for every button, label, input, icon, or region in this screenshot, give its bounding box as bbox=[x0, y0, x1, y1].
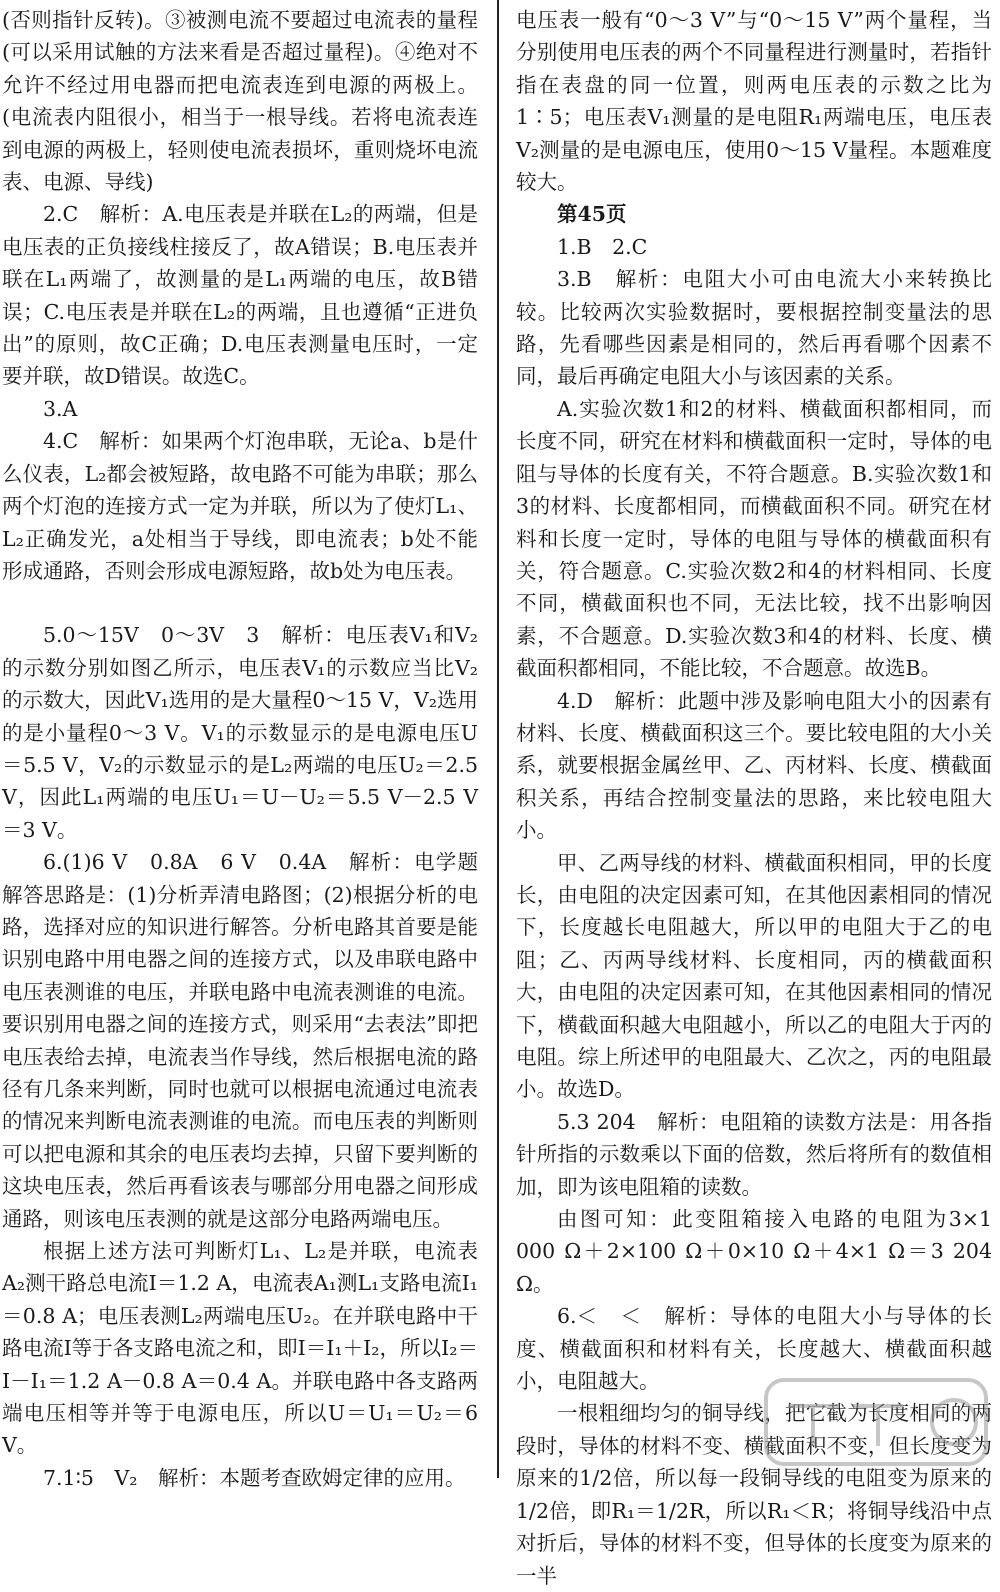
watermark-logo bbox=[758, 1366, 994, 1476]
answer-4-p45: 4.D 解析：此题中涉及影响电阻大小的因素有材料、长度、横截面积这三个。要比较电阻的大小关系，就要根据金属丝甲、乙、丙材料、长度、横截面积关系，再结合控制变量法的思路，来比较电阻大小。 bbox=[516, 688, 992, 843]
answer-5-p45: 5.3 204 解析：电阻箱的读数方法是：用各指针所指的示数乘以下面的倍数，然后将所有的数值相加，即为该电阻箱的读数。 bbox=[516, 1109, 992, 1199]
answer-6-explanation: 一根粗细均匀的铜导线，把它截为长度相同的两段时，导体的材料不变、横截面积不变，但长度变为原来的1/2倍，所以每一段铜导线的电阻变为原来的1/2倍，即R₁＝1/2R，所以R₁＜R；将铜导线沿中点对折后，导体的材料不变，但导体的长度变为原来的一半 bbox=[516, 1401, 992, 1588]
answer-7: 7.1∶5 V₂ 解析：本题考查欧姆定律的应用。 bbox=[43, 1465, 466, 1490]
answer-3-options: A.实验次数1和2的材料、横截面积都相同，而长度不同，研究在材料和横截面积一定时，导体的电阻与导体的长度有关，不符合题意。B.实验次数1和3的材料、长度都相同，而横截面积不同。研究在材料和长度一定时，导体的电阻与导体的横截面积有关，符合题意。C.实验次数2和4的材料相同、长度不同，横截面积也不同，无法比较，找不出影响因素，不合题意。D.实验次数3和4的材料、长度、横截面积都相同，不能比较，不合题意。故选B。 bbox=[516, 396, 992, 681]
answer-5: 5.0～15V 0～3V 3 解析：电压表V₁和V₂的示数分别如图乙所示，电压表V₁的示数应当比V₂的示数大，因此V₁选用的是大量程0～15 V，V₂选用的是小量程0～3 V。V₁的示数显示的是电源电压U＝5.5 V，V₂的示数显示的是L₂两端的电压U₂＝2.5 V，因此L₁两端的电压U₁＝U－U₂＝5.5 V－2.5 V＝3 V。 bbox=[2, 623, 478, 842]
answers-1-2: 1.B 2.C bbox=[557, 234, 648, 259]
page-heading: 第45页 bbox=[557, 202, 627, 227]
answer-6: 6.(1)6 V 0.8A 6 V 0.4A 解析：电学题解答思路是：(1)分析弄清电路图；(2)根据分析的电路，选择对应的知识进行解答。分析电路其首要是能识别电路中用电器之间的连接方式，以及串联电路中电压表测谁的电压，并联电路中电流表测谁的电流。要识别用电器之间的连接方式，则采用“去表法”即把电压表给去掉，电流表当作导线，然后根据电流的路径有几条来判断，同时也就可以根据电流通过电流表的情况来判断电流表测谁的电流。而电压表的判断则可以把电源和其余的电压表均去掉，只留下要判断的这块电压表，然后再看该表与哪部分用电器之间形成通路，则该电压表测的就是这部分电路两端电压。 bbox=[2, 850, 478, 1231]
answer-2: 2.C 解析：A.电压表是并联在L₂的两端，但是电压表的正负接线柱接反了，故A错误；B.电压表并联在L₁两端了，故测量的是L₁两端的电压，故B错误；C.电压表是并联在L₂的两端，且也遵循“正进负出”的原则，故C正确；D.电压表测量电压时，一定要并联，故D错误。故选C。 bbox=[2, 202, 478, 389]
answer-3: 3.A bbox=[43, 396, 78, 421]
paragraph-continued: (否则指针反转)。③被测电流不要超过电流表的量程(可以采用试触的方法来看是否超过量程)。④绝对不允许不经过用电器而把电流表连到电源的两极上。(电流表内阻很小，相当于一根导线。若将电流表连到电源的两极上，轻则使电流表损坏，重则烧坏电流表、电源、导线) bbox=[2, 8, 478, 195]
column-divider bbox=[497, 0, 499, 1478]
blank-space bbox=[2, 587, 478, 619]
answer-5-calculation: 由图可知：此变阻箱接入电路的电阻为3×1 000 Ω＋2×100 Ω＋0×10 Ω＋4×1 Ω＝3 204 Ω。 bbox=[516, 1207, 992, 1296]
answer-3-p45: 3.B 解析：电阻大小可由电流大小来转换比较。比较两次实验数据时，要根据控制变量法的思路，先看哪些因素是相同的，然后再看哪个因素不同，最后再确定电阻大小与该因素的关系。 bbox=[516, 267, 992, 389]
right-column bbox=[516, 4, 992, 1592]
left-column bbox=[2, 4, 478, 1494]
answer-6-p45: 6.＜ ＜ 解析：导体的电阻大小与导体的长度、横截面积和材料有关，长度越大、横截面积越小，电阻越大。 bbox=[516, 1304, 992, 1394]
answer-4: 4.C 解析：如果两个灯泡串联，无论a、b是什么仪表，L₂都会被短路，故电路不可能为串联；那么两个灯泡的连接方式一定为并联，所以为了使灯L₁、L₂正确发光，a处相当于导线，即电流表；b处不能形成通路，否则会形成电源短路，故b处为电压表。 bbox=[2, 429, 478, 583]
answer-7-continued: 电压表一般有“0～3 V”与“0～15 V”两个量程，当分别使用电压表的两个不同量程进行测量时，若指针指在表盘的同一位置，则两电压表的示数之比为1∶5；电压表V₁测量的是电阻R₁两端电压，电压表V₂测量的是电源电压，使用0～15 V量程。本题难度较大。 bbox=[516, 8, 992, 195]
answer-4-explanation: 甲、乙两导线的材料、横截面积相同，甲的长度长，由电阻的决定因素可知，在其他因素相同的情况下，长度越长电阻越大，所以甲的电阻大于乙的电阻；乙、丙两导线材料、长度相同，丙的横截面积大，由电阻的决定因素可知，在其他因素相同的情况下，横截面积越大电阻越小，所以乙的电阻大于丙的电阻。综上所述甲的电阻最大、乙次之，丙的电阻最小。故选D。 bbox=[516, 850, 992, 1102]
answer-6-continued: 根据上述方法可判断灯L₁、L₂是并联，电流表A₂测干路总电流I＝1.2 A，电流表A₁测L₁支路电流I₁＝0.8 A；电压表测L₂两端电压U₂。在并联电路中干路电流I等于各支路电流之和，即I＝I₁＋I₂，所以I₂＝I－I₁＝1.2 A－0.8 A＝0.4 A。并联电路中各支路两端电压相等并等于电源电压，所以U＝U₁＝U₂＝6 V。 bbox=[2, 1239, 478, 1458]
